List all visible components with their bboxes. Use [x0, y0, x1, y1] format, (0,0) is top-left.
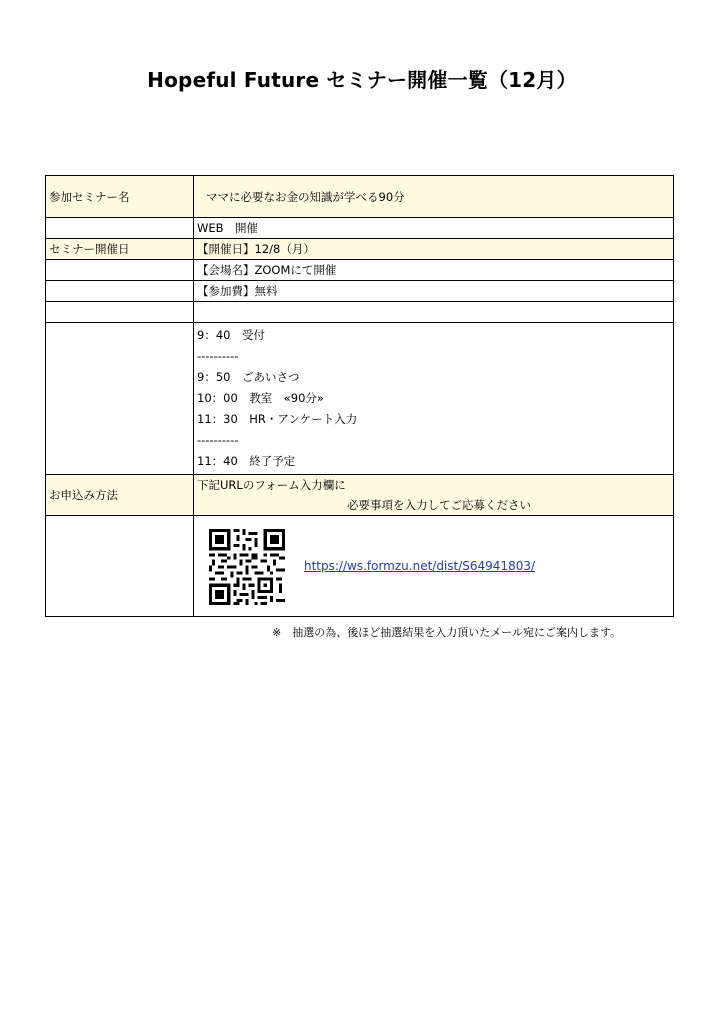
seminar-label: 参加セミナー名 [46, 176, 194, 218]
schedule-item: 11：30 HR・アンケート入力 [197, 412, 358, 426]
format-row [46, 218, 674, 239]
apply-row [46, 475, 674, 516]
seminar-fee: 【参加費】無料 [194, 281, 674, 302]
date-row [46, 239, 674, 260]
seminar-table [45, 175, 674, 617]
schedule-item: 10：00 教室 «90分» [197, 391, 324, 405]
schedule-row [46, 323, 674, 475]
seminar-date: 【開催日】12/8（月） [194, 239, 674, 260]
form-url-link[interactable]: https://ws.formzu.net/dist/S64941803/ [304, 559, 536, 573]
date-label: セミナー開催日 [46, 239, 194, 260]
apply-instructions [194, 475, 674, 516]
seminar-name-row [46, 176, 674, 218]
venue-row [46, 260, 674, 281]
apply-line-2: 必要事項を入力してご応募ください [347, 498, 531, 512]
qr-code-icon [209, 529, 285, 605]
fee-row [46, 281, 674, 302]
lottery-note: ※ 抽選の為、後ほど抽選結果を入力頂いたメール宛にご案内します。 [272, 626, 622, 639]
seminar-venue: 【会場名】ZOOMにて開催 [194, 260, 674, 281]
schedule-item: 11：40 終了予定 [197, 454, 296, 468]
seminar-name: ママに必要なお金の知識が学べる90分 [194, 176, 674, 218]
schedule-divider: ---------- [197, 433, 239, 447]
apply-label: お申込み方法 [46, 475, 194, 516]
schedule-item: 9：50 ごあいさつ [197, 370, 300, 384]
schedule-list [194, 323, 674, 475]
page-title: Hopeful Future セミナー開催一覧（12月） [147, 68, 577, 92]
schedule-divider: ---------- [197, 349, 239, 363]
apply-line-1: 下記URLのフォーム入力欄に [197, 478, 346, 492]
blank-row [46, 302, 674, 323]
qr-row [46, 516, 674, 617]
seminar-format: WEB 開催 [194, 218, 674, 239]
schedule-item: 9：40 受付 [197, 328, 265, 342]
